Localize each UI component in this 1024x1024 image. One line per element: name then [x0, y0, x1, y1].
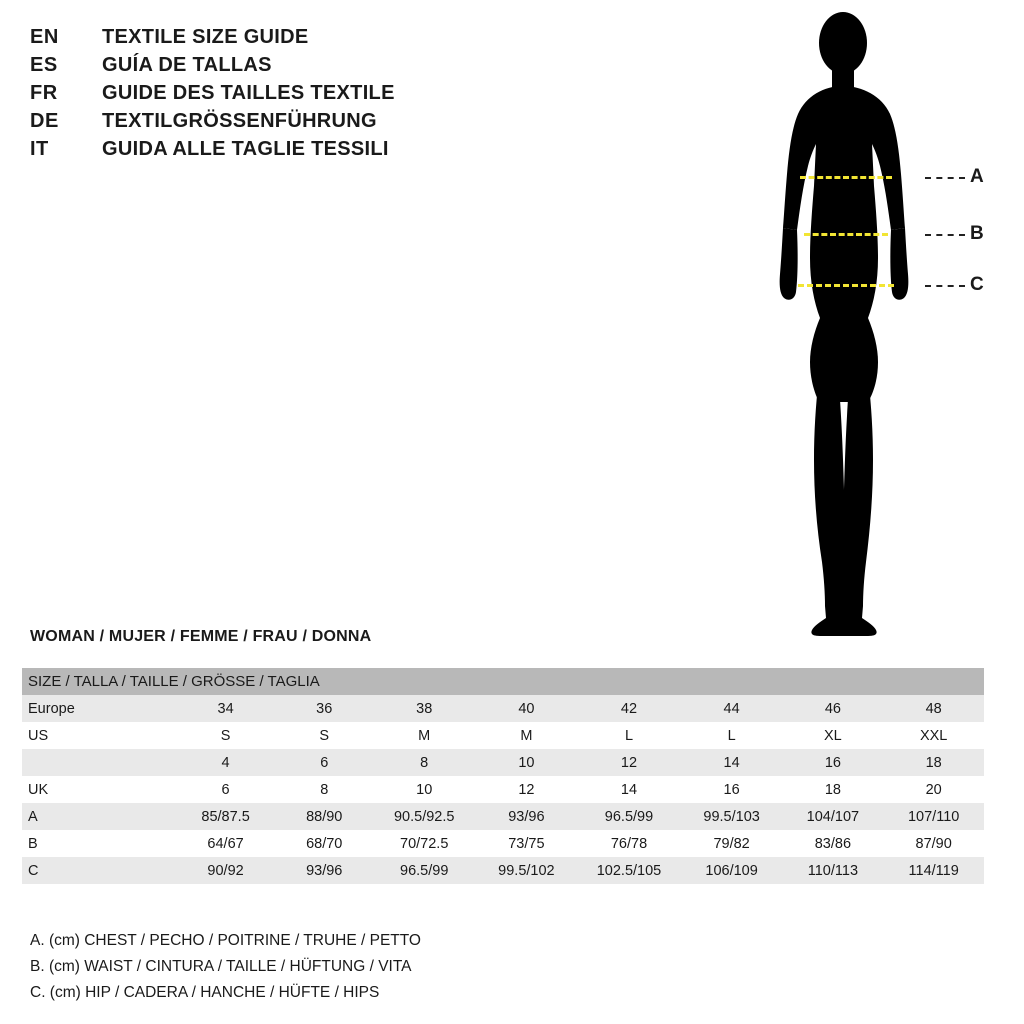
cell-us-0: S: [176, 722, 276, 749]
cell-usnum-5: 14: [681, 749, 783, 776]
cell-b-3: 73/75: [476, 830, 578, 857]
cell-c-5: 106/109: [681, 857, 783, 884]
cell-uk-4: 14: [577, 776, 680, 803]
row-label-us-numeric: [22, 749, 176, 776]
title-row-es: [30, 54, 550, 82]
title-text-it: GUIDA ALLE TAGLIE TESSILI: [102, 138, 389, 160]
cell-europe-0: 34: [176, 695, 276, 722]
cell-c-1: 93/96: [276, 857, 373, 884]
title-text-de: TEXTILGRÖSSENFÜHRUNG: [102, 110, 377, 132]
row-label-europe: Europe: [22, 695, 176, 722]
cell-usnum-3: 10: [476, 749, 578, 776]
table-row: [22, 803, 984, 830]
title-text-es: GUÍA DE TALLAS: [102, 54, 272, 76]
title-row-fr: [30, 82, 550, 110]
cell-a-3: 93/96: [476, 803, 578, 830]
legend-line-waist: B. (cm) WAIST / CINTURA / TAILLE / HÜFTUNG / VITA: [30, 958, 412, 975]
cell-usnum-0: 4: [176, 749, 276, 776]
cell-europe-3: 40: [476, 695, 578, 722]
hip-leader-line: [925, 285, 965, 287]
title-block: [30, 26, 550, 166]
hip-measure-line: [798, 284, 894, 287]
cell-c-4: 102.5/105: [577, 857, 680, 884]
cell-uk-5: 16: [681, 776, 783, 803]
cell-uk-3: 12: [476, 776, 578, 803]
title-row-en: [30, 26, 550, 54]
cell-b-1: 68/70: [276, 830, 373, 857]
cell-c-6: 110/113: [782, 857, 883, 884]
title-text-en: TEXTILE SIZE GUIDE: [102, 26, 309, 48]
cell-europe-6: 46: [782, 695, 883, 722]
title-text-fr: GUIDE DES TAILLES TEXTILE: [102, 82, 395, 104]
cell-europe-2: 38: [373, 695, 476, 722]
cell-uk-2: 10: [373, 776, 476, 803]
waist-measure-line: [804, 233, 888, 236]
cell-b-6: 83/86: [782, 830, 883, 857]
table-row: [22, 749, 984, 776]
table-row: [22, 776, 984, 803]
row-label-us: US: [22, 722, 176, 749]
cell-us-4: L: [577, 722, 680, 749]
cell-us-6: XL: [782, 722, 883, 749]
table-row: [22, 695, 984, 722]
title-row-de: [30, 110, 550, 138]
measurement-legend: [30, 928, 630, 1006]
cell-usnum-4: 12: [577, 749, 680, 776]
title-lang-es: ES: [30, 54, 58, 76]
cell-uk-6: 18: [782, 776, 883, 803]
cell-usnum-1: 6: [276, 749, 373, 776]
cell-europe-4: 42: [577, 695, 680, 722]
title-row-it: [30, 138, 550, 166]
row-label-uk: UK: [22, 776, 176, 803]
size-table: [22, 668, 984, 884]
cell-a-0: 85/87.5: [176, 803, 276, 830]
cell-a-7: 107/110: [883, 803, 984, 830]
cell-b-2: 70/72.5: [373, 830, 476, 857]
cell-europe-1: 36: [276, 695, 373, 722]
title-lang-fr: FR: [30, 82, 58, 104]
waist-marker-label: B: [970, 223, 984, 244]
row-label-c: C: [22, 857, 176, 884]
cell-c-7: 114/119: [883, 857, 984, 884]
cell-a-2: 90.5/92.5: [373, 803, 476, 830]
cell-a-5: 99.5/103: [681, 803, 783, 830]
table-header-label: SIZE / TALLA / TAILLE / GRÖSSE / TAGLIA: [22, 668, 984, 695]
cell-usnum-7: 18: [883, 749, 984, 776]
table-caption: WOMAN / MUJER / FEMME / FRAU / DONNA: [30, 628, 372, 645]
cell-us-5: L: [681, 722, 783, 749]
cell-usnum-6: 16: [782, 749, 883, 776]
cell-us-2: M: [373, 722, 476, 749]
cell-a-4: 96.5/99: [577, 803, 680, 830]
cell-c-2: 96.5/99: [373, 857, 476, 884]
cell-a-1: 88/90: [276, 803, 373, 830]
cell-europe-7: 48: [883, 695, 984, 722]
title-lang-en: EN: [30, 26, 59, 48]
row-label-a: A: [22, 803, 176, 830]
title-lang-it: IT: [30, 138, 49, 160]
cell-us-3: M: [476, 722, 578, 749]
cell-a-6: 104/107: [782, 803, 883, 830]
cell-uk-1: 8: [276, 776, 373, 803]
cell-uk-7: 20: [883, 776, 984, 803]
cell-b-0: 64/67: [176, 830, 276, 857]
table-header-row: [22, 668, 984, 695]
legend-line-chest: A. (cm) CHEST / PECHO / POITRINE / TRUHE / PETTO: [30, 932, 421, 949]
cell-c-0: 90/92: [176, 857, 276, 884]
cell-b-4: 76/78: [577, 830, 680, 857]
hip-marker-label: C: [970, 274, 984, 295]
chest-marker-label: A: [970, 166, 984, 187]
cell-b-5: 79/82: [681, 830, 783, 857]
table-row: [22, 857, 984, 884]
cell-uk-0: 6: [176, 776, 276, 803]
measurement-figure: [740, 10, 1010, 640]
waist-leader-line: [925, 234, 965, 236]
cell-usnum-2: 8: [373, 749, 476, 776]
female-silhouette-icon: [740, 10, 1010, 640]
cell-us-7: XXL: [883, 722, 984, 749]
table-row: [22, 722, 984, 749]
cell-us-1: S: [276, 722, 373, 749]
cell-c-3: 99.5/102: [476, 857, 578, 884]
cell-europe-5: 44: [681, 695, 783, 722]
legend-line-hip: C. (cm) HIP / CADERA / HANCHE / HÜFTE / HIPS: [30, 984, 380, 1001]
chest-leader-line: [925, 177, 965, 179]
table-row: [22, 830, 984, 857]
chest-measure-line: [800, 176, 892, 179]
row-label-b: B: [22, 830, 176, 857]
cell-b-7: 87/90: [883, 830, 984, 857]
title-lang-de: DE: [30, 110, 59, 132]
